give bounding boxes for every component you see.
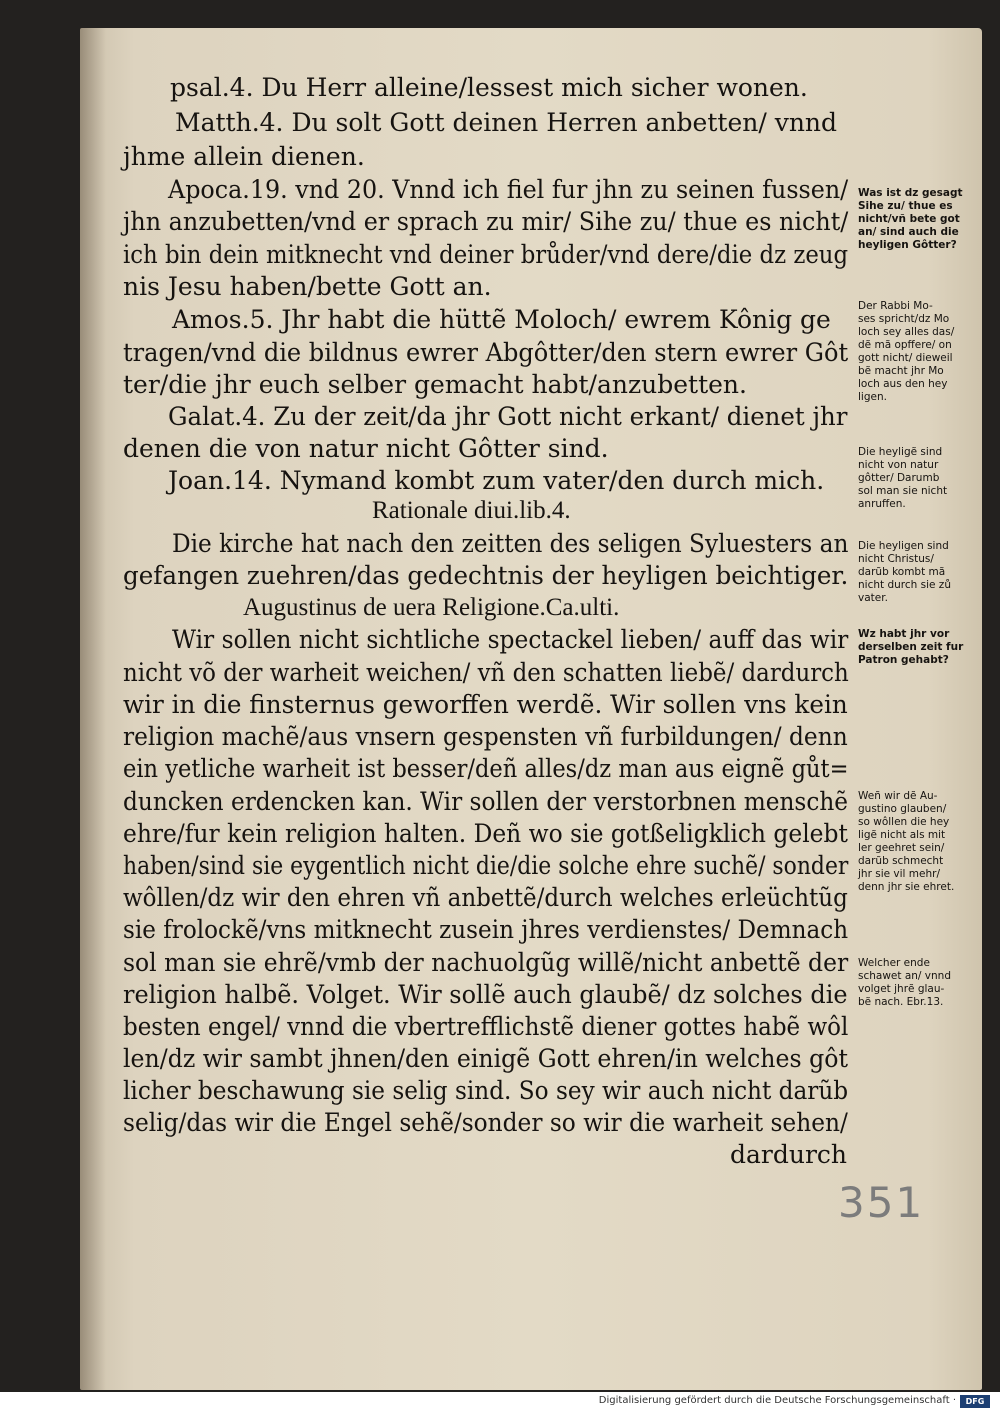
footer-credit: Digitalisierung gefördert durch die Deutsche Forschungsgemeinschaft · [598, 1395, 956, 1406]
main-text-line: sol man sie ehrẽ/vmb der nachuolgũg willẽ/nicht anbettẽ der [123, 948, 849, 977]
main-text-line: licher beschawung sie selig sind. So sey wir auch nicht darũb [123, 1076, 849, 1105]
margin-note-line: bẽ macht jhr Mo [858, 365, 944, 377]
margin-note-line: Die heyligẽ sind [858, 446, 943, 458]
margin-note-line: Wz habt jhr vor [858, 628, 950, 640]
main-text-line: Die kirche hat nach den zeitten des seligen Syluesters an [172, 529, 849, 558]
margin-note-line: volget jhrẽ glau- [858, 983, 945, 995]
margin-note-line: gott nicht/ dieweil [858, 352, 953, 364]
main-text-line: Matth.4. Du solt Gott deinen Herren anbetten/ vnnd [175, 108, 838, 137]
main-text-line: religion halbẽ. Volget. Wir sollẽ auch glaubẽ/ dz solches die [123, 980, 848, 1009]
margin-note-line: Welcher ende [858, 957, 930, 969]
main-text-line: Wir sollen nicht sichtliche spectackel lieben/ auff das wir [172, 625, 849, 654]
margin-note-line: dẽ mã opffere/ on [858, 339, 952, 351]
margin-note-line: denn jhr sie ehret. [858, 881, 955, 893]
main-text-line: ehre/fur kein religion halten. Deñ wo sie gotßeligklich gelebt [123, 819, 848, 848]
margin-note-line: darũb schmecht [858, 855, 944, 867]
margin-note-line: Die heyligen sind [858, 540, 949, 552]
main-text-line: tragen/vnd die bildnus ewrer Abgôtter/den stern ewrer Gôt [123, 338, 849, 367]
margin-note-line: so wôllen die hey [858, 816, 950, 828]
margin-note-line: anruffen. [858, 498, 906, 510]
main-text-line: Amos.5. Jhr habt die hüttẽ Moloch/ ewrem Kônig ge [172, 305, 831, 334]
margin-note-line: loch sey alles das/ [858, 326, 955, 338]
margin-note-line: sol man sie nicht [858, 485, 948, 497]
margin-note-line: schawet an/ vnnd [858, 970, 951, 982]
main-text-line: selig/das wir die Engel sehẽ/sonder so wir die warheit sehen/ [123, 1108, 848, 1137]
footer-bar [0, 1392, 1000, 1412]
margin-note-line: nicht durch sie zů [858, 579, 951, 591]
margin-note-line: an/ sind auch die [858, 226, 959, 238]
main-text-line: ich bin dein mitknecht vnd deiner brůder/vnd dere/die dz zeug [123, 240, 849, 269]
main-text-line: jhme allein dienen. [123, 142, 365, 171]
main-text-line: wir in die finsternus geworffen werdẽ. Wir sollen vns kein [123, 690, 848, 719]
margin-note-line: ses spricht/dz Mo [858, 313, 950, 325]
margin-note-line: ligen. [858, 391, 887, 403]
main-text-line: Galat.4. Zu der zeit/da jhr Gott nicht erkant/ dienet jhr [168, 402, 848, 431]
margin-note-line: Sihe zu/ thue es [858, 200, 953, 212]
main-text-line: nicht võ der warheit weichen/ vñ den schatten liebẽ/ dardurch [123, 658, 849, 687]
margin-note-line: heyligen Gôtter? [858, 239, 957, 251]
margin-note-line: vater. [858, 592, 888, 604]
margin-note-line: ler geehret sein/ [858, 842, 945, 854]
main-text-line: Apoca.19. vnd 20. Vnnd ich fiel fur jhn zu seinen fussen/ [168, 175, 849, 204]
main-text-line: ter/die jhr euch selber gemacht habt/anzubetten. [123, 370, 747, 399]
main-text-line: besten engel/ vnnd die vbertrefflichstẽ diener gottes habẽ wôl [123, 1012, 849, 1041]
main-text-line: ein yetliche warheit ist besser/deñ alles/dz man aus eignẽ gůt= [123, 754, 849, 783]
main-text-line: religion machẽ/aus vnsern gespensten vñ furbildungen/ denn [123, 722, 848, 751]
margin-note-line: bẽ nach. Ebr.13. [858, 996, 944, 1008]
main-text-line: Joan.14. Nymand kombt zum vater/den durch mich. [168, 466, 825, 495]
main-text-line: sie frolockẽ/vns mitknecht zusein jhres verdienstes/ Demnach [123, 915, 849, 944]
margin-note-line: darũb kombt mã [858, 566, 946, 578]
margin-note-line: nicht/vñ bete got [858, 213, 960, 225]
margin-note-line: Der Rabbi Mo- [858, 300, 933, 312]
margin-note-line: gôtter/ Darumb [858, 472, 940, 484]
margin-note-line: nicht von natur [858, 459, 939, 471]
margin-note-line: Weñ wir dẽ Au- [858, 790, 938, 802]
main-text-line: denen die von natur nicht Gôtter sind. [123, 434, 609, 463]
section-heading: Rationale diui.lib.4. [372, 497, 571, 524]
handwritten-page-number: 351 [838, 1178, 925, 1227]
margin-note-line: derselben zeit fur [858, 641, 964, 653]
main-text-line: wôllen/dz wir den ehren vñ anbettẽ/durch welches erleüchtũg [123, 883, 848, 912]
margin-note-line: jhr sie vil mehr/ [858, 868, 940, 880]
margin-note-line: Patron gehabt? [858, 654, 949, 666]
main-text-line: haben/sind sie eygentlich nicht die/die solche ehre suchẽ/ sonder [123, 851, 849, 880]
section-heading: Augustinus de uera Religione.Ca.ulti. [243, 594, 620, 621]
margin-note-line: ligẽ nicht als mit [858, 829, 946, 841]
main-text-line: nis Jesu haben/bette Gott an. [123, 272, 492, 301]
margin-note-line: Was ist dz gesagt [858, 187, 963, 199]
margin-note-line: loch aus den hey [858, 378, 948, 390]
page-gutter-shadow [80, 28, 106, 1390]
margin-note-line: nicht Christus/ [858, 553, 934, 565]
catchword: dardurch [730, 1140, 848, 1169]
main-text-line: duncken erdencken kan. Wir sollen der verstorbnen menschẽ [123, 787, 849, 816]
main-text-line: jhn anzubetten/vnd er sprach zu mir/ Sihe zu/ thue es nicht/ [123, 207, 849, 236]
main-text-line: len/dz wir sambt jhnen/den einigẽ Gott ehren/in welches gôt [123, 1044, 848, 1073]
margin-note-line: gustino glauben/ [858, 803, 947, 815]
main-text-line: psal.4. Du Herr alleine/lessest mich sicher wonen. [170, 73, 808, 102]
main-text-line: gefangen zuehren/das gedechtnis der heyligen beichtiger. [123, 561, 849, 590]
dfg-logo-icon: DFG [960, 1395, 990, 1408]
